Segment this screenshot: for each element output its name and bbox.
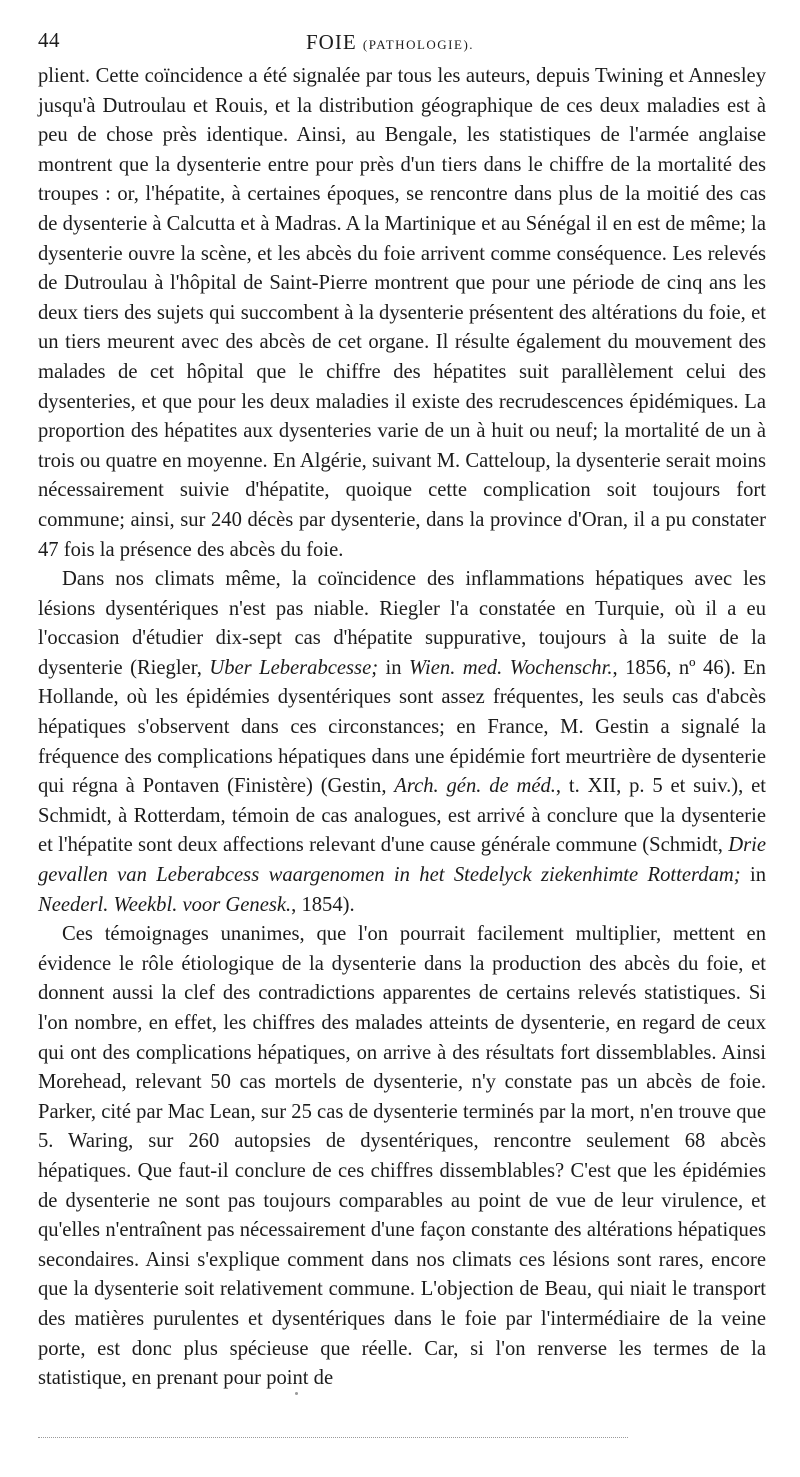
running-head-subtitle: (PATHOLOGIE). (362, 37, 475, 52)
running-head (306, 30, 474, 55)
text-run: , 1856, nº 46). En Hollande, où les épidémies dysentériques sont assez fréquentes, les seuls cas d'abcès hépatiques s'observent dans ces circonstances; en France, M. Gestin a signalé la fréquence des complications hépatiques dans une épidémie fort meurtrière de dysenterie qui régna à Pontaven (Finistère) (Gestin, (38, 656, 766, 798)
citation-italic: Neederl. Weekbl. voor Genesk. (38, 893, 292, 916)
text-run: , t. XII, p. 5 et suiv.), et Schmidt, à Rotterdam, témoin de cas analogues, est arrivé à conclure que la dysenterie et l'hépatite sont deux affections relevant d'une cause générale commune (Schmidt, (38, 775, 766, 857)
text-run: plient. Cette coïncidence a été signalée par tous les auteurs, depuis Twining et Annesley jusqu'à Dutroulau et Rouis, et la distribution géographique de ces deux maladies est à peu de chose près identique. Ainsi, au Bengale, les statistiques de l'armée anglaise montrent que la dysenterie entre pour près d'un tiers dans le chiffre de la mortalité des troupes : or, l'hépatite, à certaines époques, se rencontre dans plus de la moitié des cas de dysenterie à Calcutta et à Madras. A la Martinique et au Sénégal il en est de même; la dysenterie ouvre la scène, et les abcès du foie arrivent comme conséquence. Les relevés de Dutroulau à l'hôpital de Saint-Pierre montrent que pour une période de cinq ans les deux tiers des sujets qui succombent à la dysenterie présentent des altérations du foie, et un tiers meurent avec des abcès de cet organe. Il résulte également du mouvement des malades de cet hôpital que le chiffre des hépatites suit parallèlement celui des dysenteries, et que pour les deux maladies il existe des recrudescences épidémiques. La proportion des hépatites aux dysenteries varie de un à huit ou neuf; la mortalité de un à trois ou quatre en moyenne. En Algérie, suivant M. Catteloup, la dysenterie serait moins nécessairement suivie d'hépatite, quoique cette complication soit toujours fort commune; ainsi, sur 240 décès par dysenterie, dans la province d'Oran, il a pu constater 47 fois la présence des abcès du foie. (38, 65, 766, 561)
page-bottom-rule (38, 1437, 628, 1438)
citation-italic: Wien. med. Wochenschr. (409, 656, 613, 679)
citation-italic: Uber Leberabcesse; (209, 656, 379, 679)
page-number: 44 (38, 28, 60, 52)
text-run: Dans nos climats même, la coïncidence des inflammations hépatiques avec les lésions dysentériques n'est pas niable. Riegler l'a constatée en Turquie, où il a eu l'occasion d'étudier dix-sept cas d'hépatite suppurative, toujours à la suite de la dysenterie (Riegler, (38, 568, 766, 679)
paragraph (38, 920, 766, 1394)
citation-italic: Arch. gén. de méd. (394, 775, 556, 798)
text-run: Ces témoignages unanimes, que l'on pourrait facilement multiplier, mettent en évidence le rôle étiologique de la dysenterie dans la production des abcès du foie, et donnent aussi la clef des contradictions apparentes de certains relevés statistiques. Si l'on nombre, en effet, les chiffres des malades atteints de dysenterie, en regard de ceux qui ont des complications hépatiques, on arrive à des résultats fort dissemblables. Ainsi Morehead, relevant 50 cas mortels de dysenterie, n'y constate pas un abcès de foie. Parker, cité par Mac Lean, sur 25 cas de dysenterie terminés par la mort, n'en trouve que 5. Waring, sur 260 autopsies de dysentériques, rencontre seulement 68 abcès hépatiques. Que faut-il conclure de ces chiffres dissemblables? C'est que les épidémies de dysenterie ne sont pas toujours comparables au point de vue de leur virulence, et qu'elles n'entraînent pas nécessairement d'une façon constante des altérations hépatiques secondaires. Ainsi s'explique comment dans nos climats ces lésions sont rares, encore que la dysenterie soit relativement commune. L'objection de Beau, qui niait le transport des matières purulentes et dysentériques dans le foie par l'intermédiaire de la veine porte, est donc plus spécieuse que réelle. Car, si l'on renverse les termes de la statistique, en prenant pour point de (38, 923, 766, 1390)
ink-speck (295, 1392, 298, 1395)
text-run: , 1854). (291, 893, 355, 916)
book-page (38, 22, 766, 1394)
text-run: in (378, 656, 410, 679)
running-header (38, 22, 766, 62)
body-text (38, 62, 766, 1394)
citation-italic: Drie gevallen van Leberabcess waargenomen in het Stedelyck ziekenhimte Rotterdam; (38, 834, 766, 887)
running-head-title: FOIE (306, 30, 357, 54)
text-run: in (740, 864, 766, 887)
paragraph (38, 565, 766, 920)
paragraph (38, 62, 766, 565)
